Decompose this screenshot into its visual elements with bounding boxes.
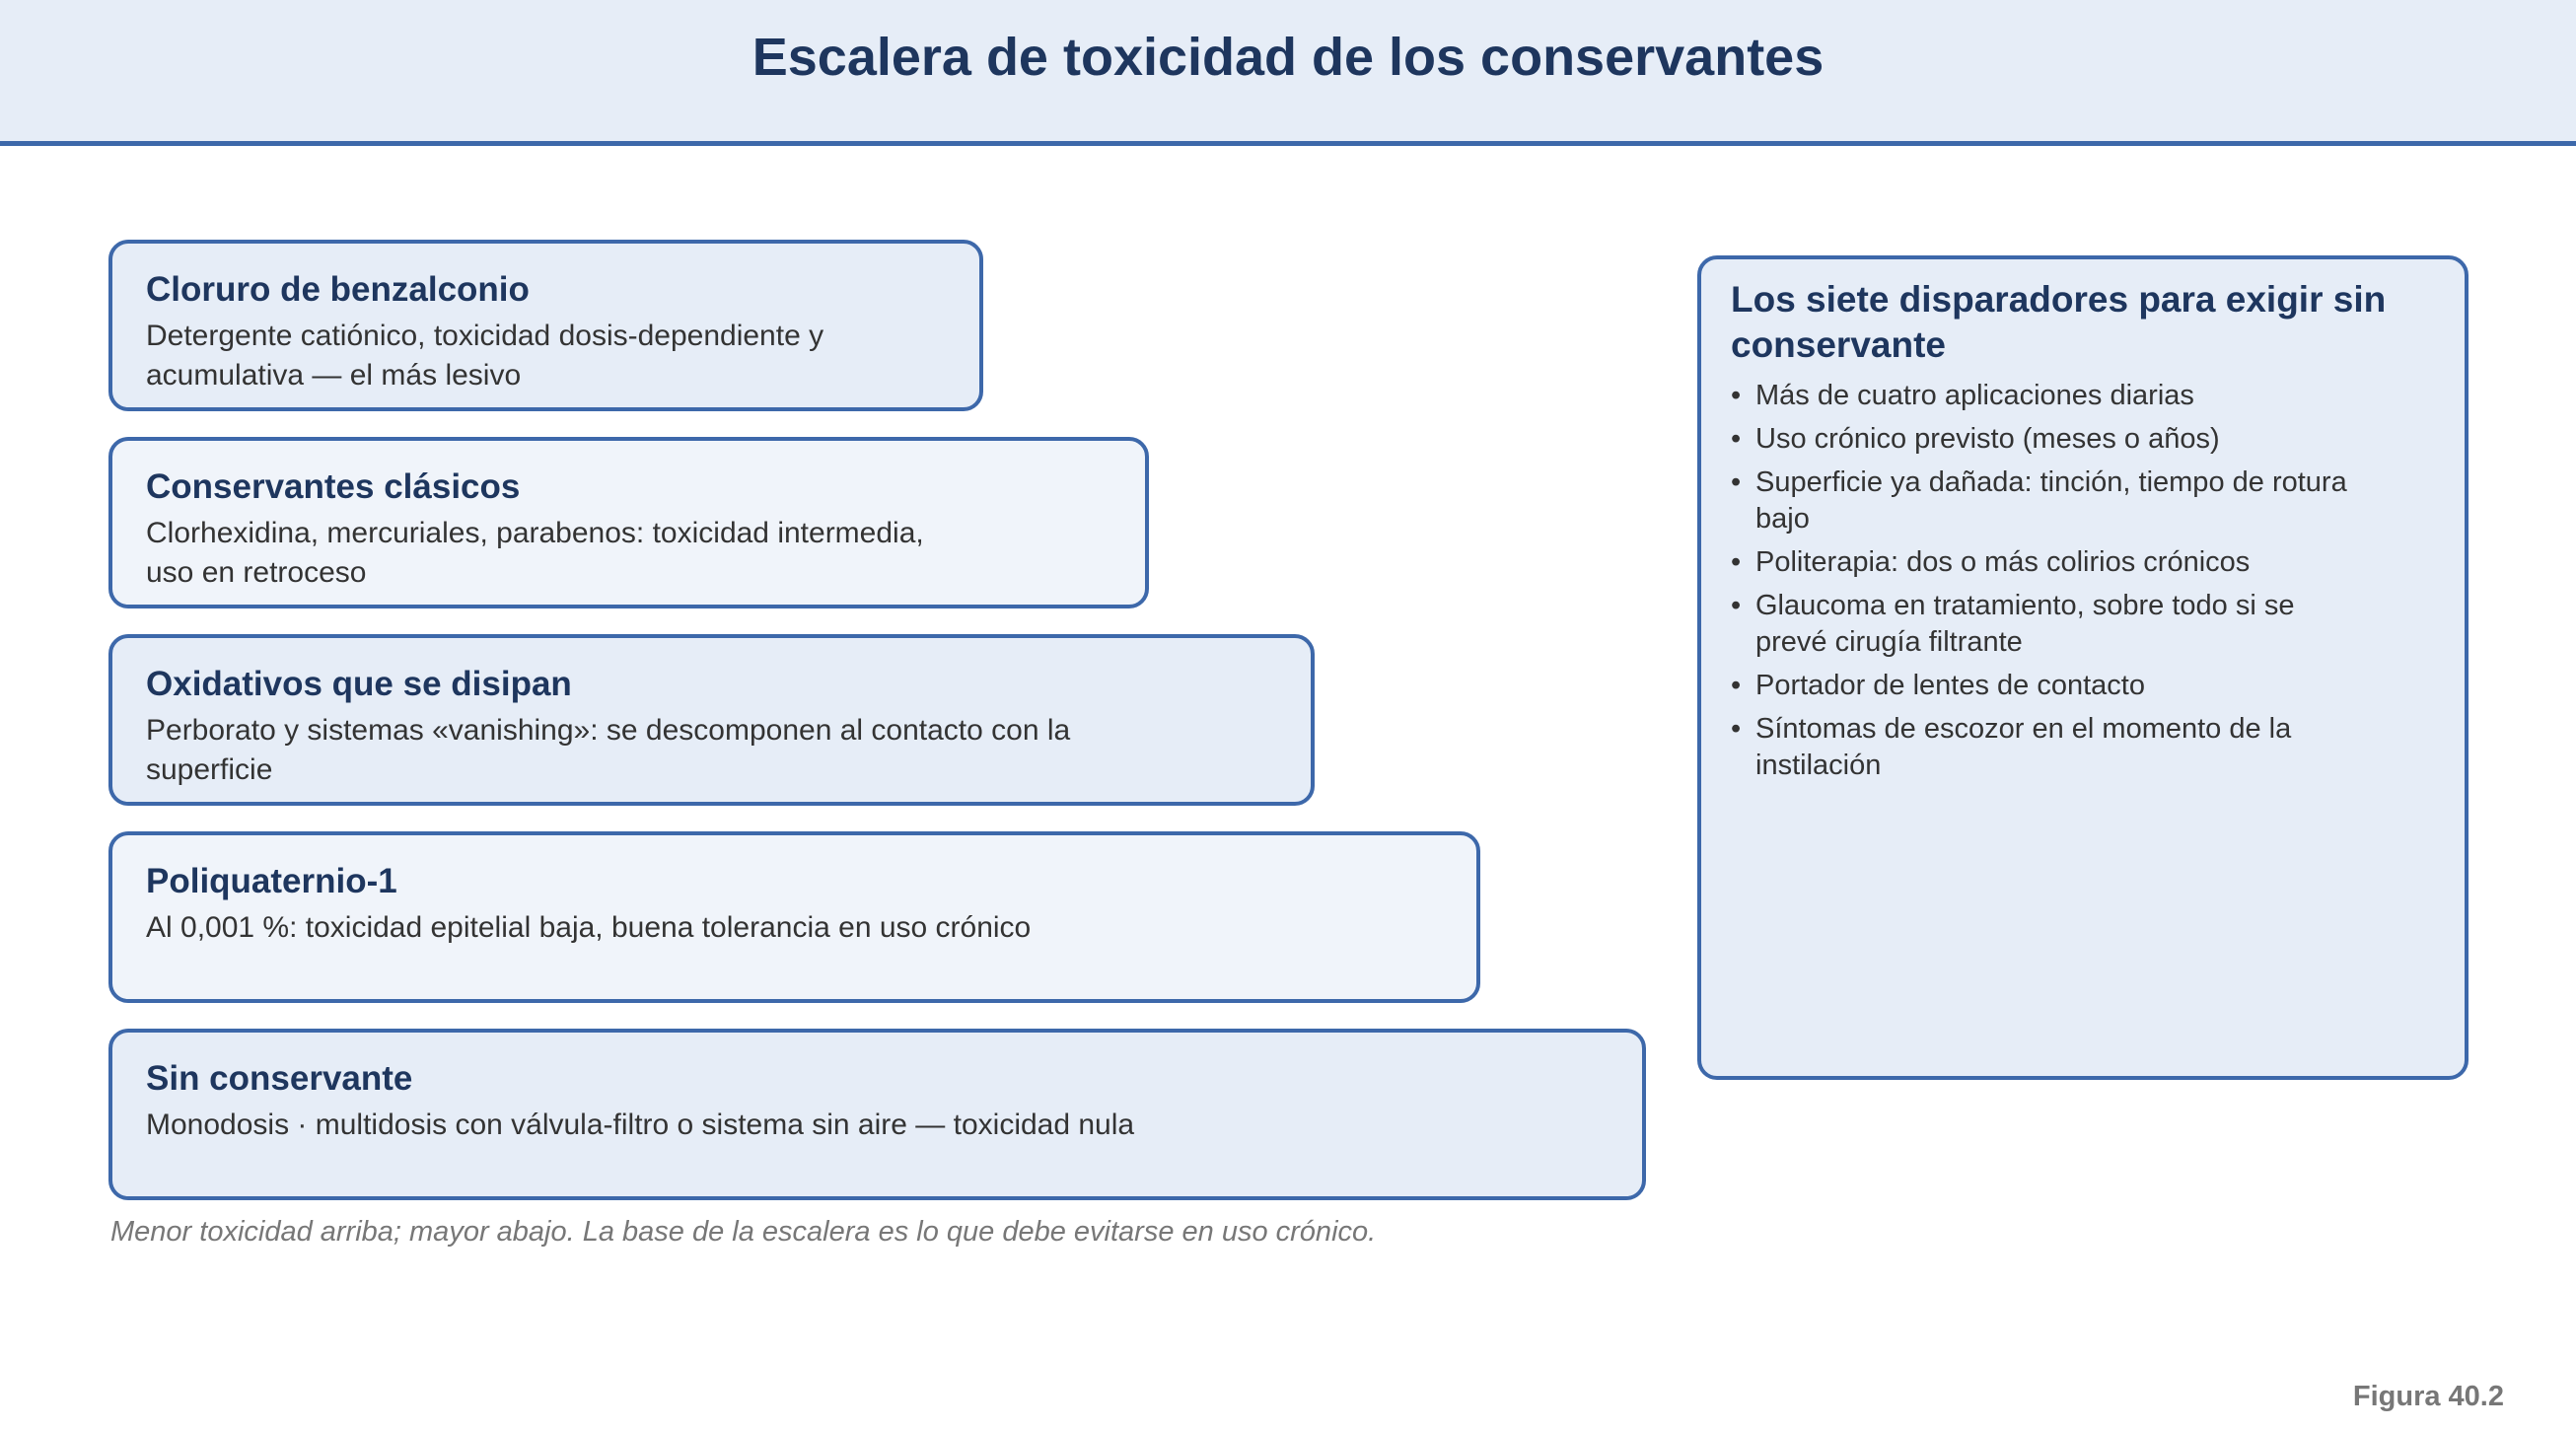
bullet-icon: • [1731,713,1742,745]
bullet-icon: • [1731,670,1742,701]
page-title: Escalera de toxicidad de los conservantes [751,28,1825,87]
trigger-item [1731,421,2347,458]
figure-label: Figura 40.2 [2352,1381,2504,1412]
ladder-step-oxidativos [108,634,1315,806]
trigger-item [1731,668,2347,704]
ladder-step-description: Detergente catiónico, toxicidad dosis-dependiente y acumulativa — el más lesivo [146,320,824,392]
page-header [0,0,2576,146]
ladder-step-title: Cloruro de benzalconio [146,270,530,309]
ladder-step-description: Al 0,001 %: toxicidad epitelial baja, buena tolerancia en uso crónico [146,911,1032,944]
triggers-panel [1697,255,2469,1080]
ladder-step-description: Monodosis · multidosis con válvula-filtro o sistema sin aire — toxicidad nula [146,1108,1135,1141]
trigger-item-text: Politerapia: dos o más colirios crónicos [1755,546,2251,578]
trigger-item-text: Glaucoma en tratamiento, sobre todo si se prevé cirugía filtrante [1755,590,2295,658]
trigger-item [1731,465,2347,537]
trigger-item-text: Portador de lentes de contacto [1755,670,2145,701]
ladder-step-title: Poliquaternio-1 [146,862,397,900]
bullet-icon: • [1731,466,1742,498]
trigger-item [1731,588,2347,661]
trigger-item-text: Uso crónico previsto (meses o años) [1755,423,2220,455]
ladder-step-title: Oxidativos que se disipan [146,665,572,703]
ladder-step-title: Conservantes clásicos [146,467,521,506]
trigger-item-text: Superficie ya dañada: tinción, tiempo de rotura bajo [1755,466,2347,535]
ladder-step-benzalconio [108,240,983,411]
bullet-icon: • [1731,590,1742,621]
trigger-item-text: Síntomas de escozor en el momento de la instilación [1755,713,2292,781]
bullet-icon: • [1731,380,1742,411]
ladder-step-description: Perborato y sistemas «vanishing»: se descomponen al contacto con la superficie [146,714,1071,786]
trigger-item [1731,711,2347,784]
ladder-step-title: Sin conservante [146,1059,413,1098]
trigger-item [1731,544,2347,581]
ladder-step-clasicos [108,437,1149,608]
ladder-step-poliquaternio [108,831,1480,1003]
ladder-caption: Menor toxicidad arriba; mayor abajo. La base de la escalera es lo que debe evitarse en uso crónico. [110,1216,1377,1248]
triggers-list [1731,378,2435,784]
bullet-icon: • [1731,546,1742,578]
triggers-panel-title: Los siete disparadores para exigir sin conservante [1731,279,2387,365]
trigger-item-text: Más de cuatro aplicaciones diarias [1755,380,2194,411]
ladder-step-description: Clorhexidina, mercuriales, parabenos: toxicidad intermedia, uso en retroceso [146,517,924,589]
bullet-icon: • [1731,423,1742,455]
ladder-step-sin-conservante [108,1029,1646,1200]
trigger-item [1731,378,2347,414]
